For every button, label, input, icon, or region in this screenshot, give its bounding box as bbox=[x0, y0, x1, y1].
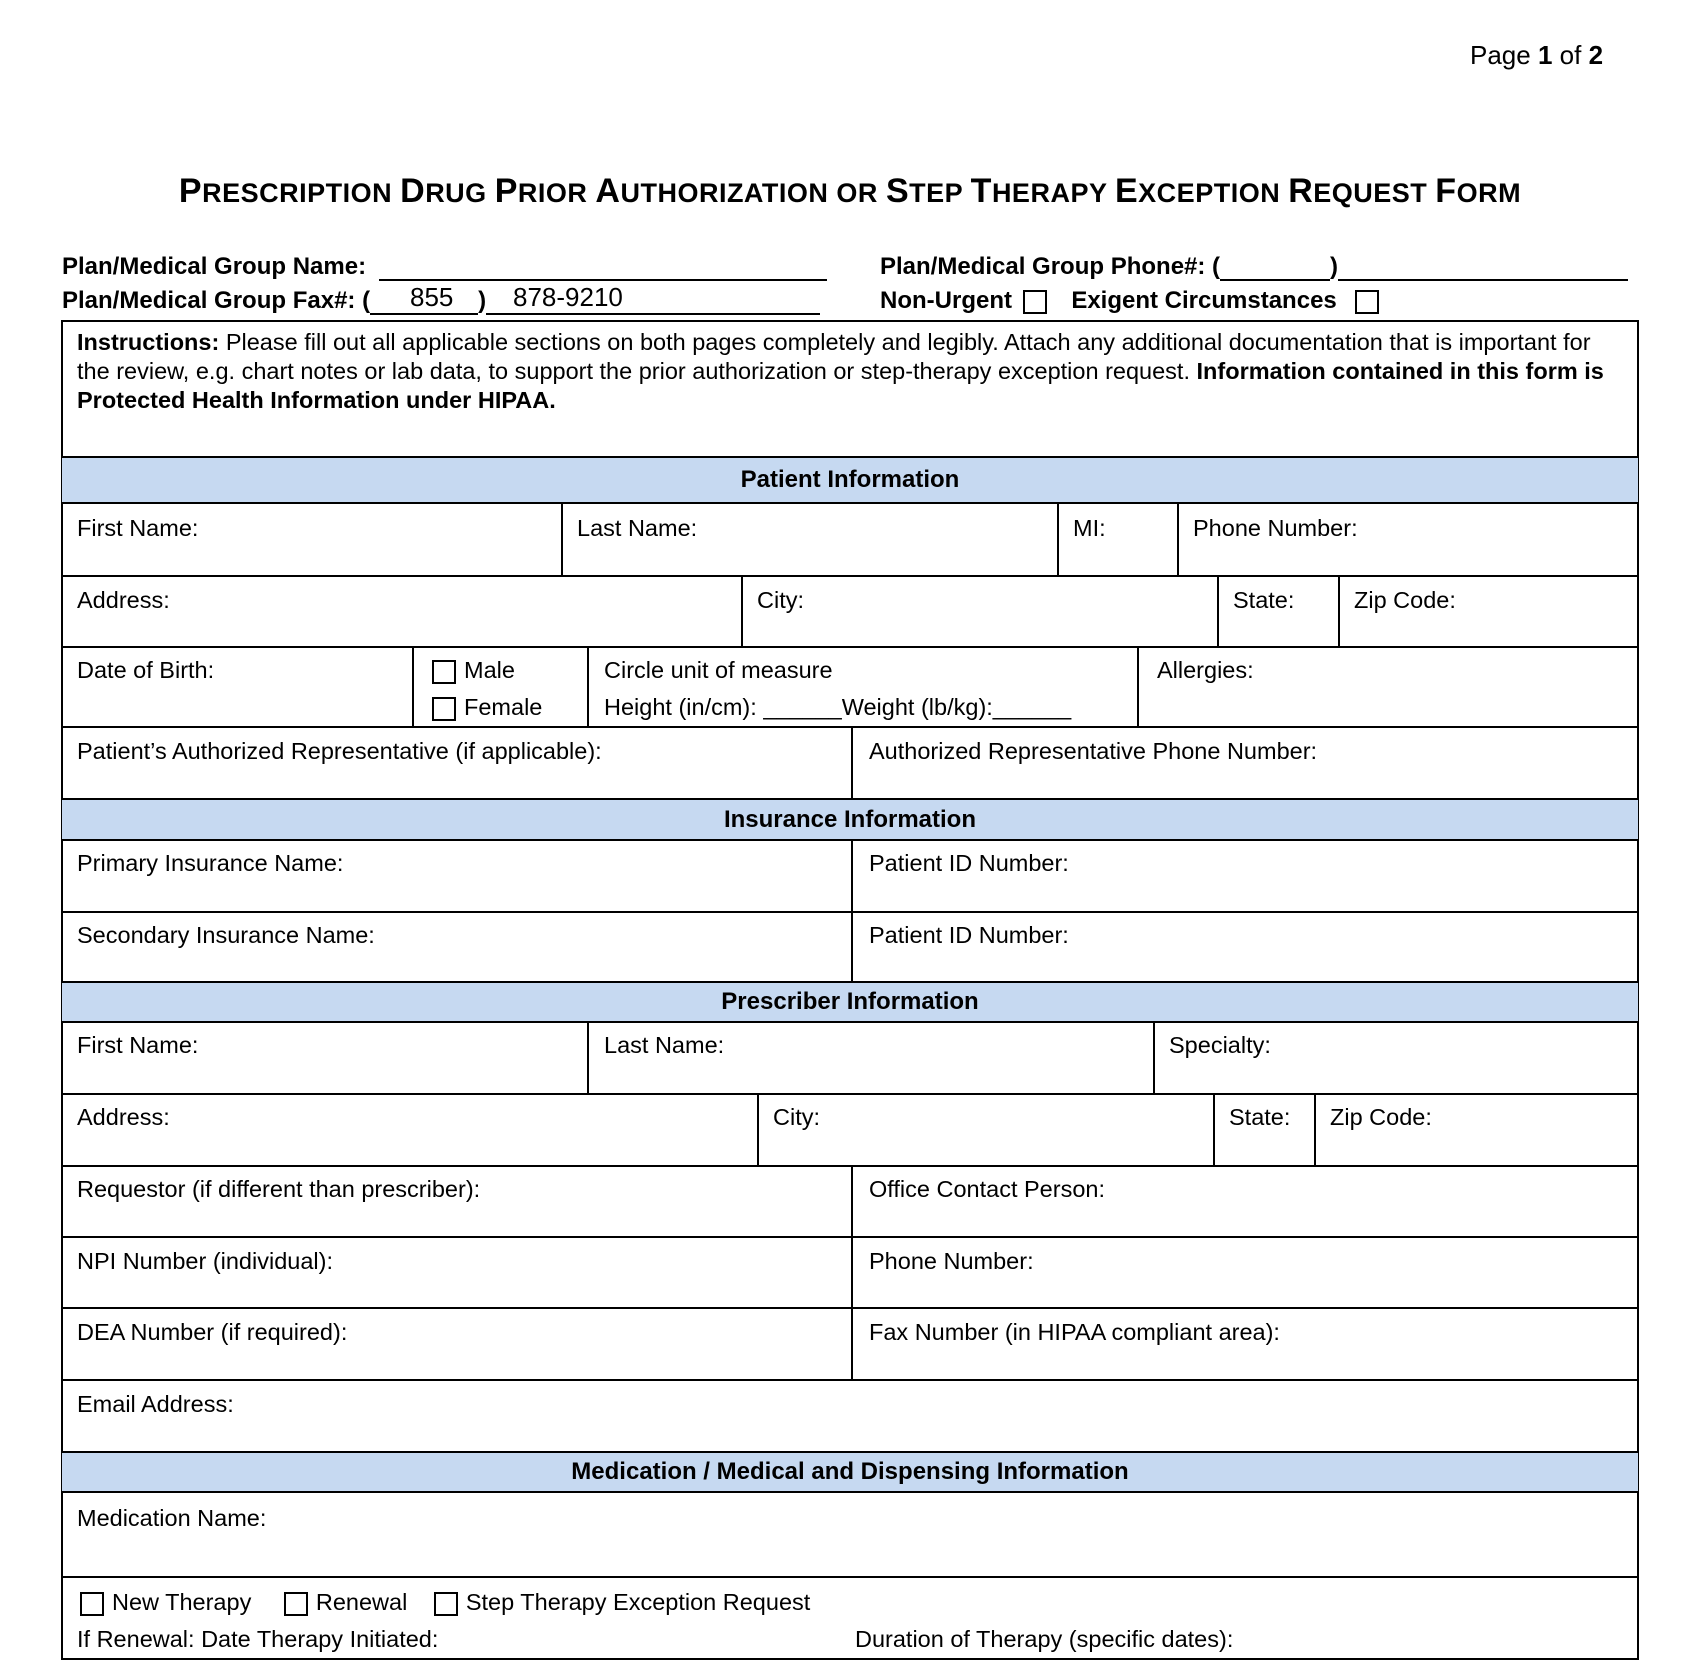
renewal-date-field[interactable]: If Renewal: Date Therapy Initiated: bbox=[77, 1626, 439, 1652]
page-prefix: Page bbox=[1470, 40, 1538, 70]
group-phone-row bbox=[880, 253, 1628, 281]
non-urgent-label: Non-Urgent bbox=[880, 287, 1012, 314]
primary-patient-id-field[interactable]: Patient ID Number: bbox=[869, 850, 1069, 876]
patient-section-heading: Patient Information bbox=[62, 456, 1638, 504]
title-part: RUG bbox=[425, 178, 495, 208]
divider bbox=[62, 726, 1638, 728]
male-option[interactable] bbox=[432, 657, 515, 684]
title-part: T bbox=[970, 172, 992, 210]
title-part: P bbox=[494, 172, 518, 210]
patient-state-field[interactable]: State: bbox=[1233, 587, 1295, 613]
title-part: HERAPY bbox=[991, 178, 1115, 208]
divider bbox=[1153, 1023, 1155, 1093]
prescriber-phone-field[interactable]: Phone Number: bbox=[869, 1248, 1034, 1274]
title-part: ORM bbox=[1456, 178, 1522, 208]
step-therapy-checkbox[interactable] bbox=[434, 1592, 458, 1616]
group-phone-label: Plan/Medical Group Phone#: ( bbox=[880, 253, 1221, 280]
prescriber-specialty-field[interactable]: Specialty: bbox=[1169, 1032, 1271, 1058]
group-phone-paren: ) bbox=[1330, 253, 1339, 280]
step-therapy-label: Step Therapy Exception Request bbox=[465, 1589, 811, 1615]
prescriber-first-name-field[interactable]: First Name: bbox=[77, 1032, 199, 1058]
form-title bbox=[0, 172, 1700, 211]
title-part: EQUEST bbox=[1313, 178, 1436, 208]
office-contact-field[interactable]: Office Contact Person: bbox=[869, 1176, 1105, 1202]
insurance-section-heading: Insurance Information bbox=[62, 798, 1638, 841]
prescriber-address-field[interactable]: Address: bbox=[77, 1104, 170, 1130]
height-weight-field[interactable]: Height (in/cm): ______Weight (lb/kg):______ bbox=[604, 694, 1072, 720]
unit-of-measure-note: Circle unit of measure bbox=[604, 657, 833, 683]
group-fax-paren: ) bbox=[478, 287, 487, 314]
patient-zip-field[interactable]: Zip Code: bbox=[1354, 587, 1456, 613]
prescriber-email-field[interactable]: Email Address: bbox=[77, 1391, 234, 1417]
group-name-row bbox=[62, 253, 827, 281]
title-part: A bbox=[595, 172, 621, 210]
group-name-field[interactable] bbox=[379, 255, 827, 281]
divider bbox=[1314, 1093, 1316, 1165]
title-part: UTHORIZATION OR bbox=[620, 178, 886, 208]
divider bbox=[62, 575, 1638, 577]
patient-address-field[interactable]: Address: bbox=[77, 587, 170, 613]
title-part: S bbox=[885, 172, 910, 210]
title-part: P bbox=[178, 172, 203, 210]
exigent-checkbox[interactable] bbox=[1355, 290, 1379, 314]
patient-first-name-field[interactable]: First Name: bbox=[77, 515, 199, 541]
patient-last-name-field[interactable]: Last Name: bbox=[577, 515, 698, 541]
prescriber-city-field[interactable]: City: bbox=[773, 1104, 820, 1130]
divider bbox=[851, 1165, 853, 1379]
authorized-representative-phone-field[interactable]: Authorized Representative Phone Number: bbox=[869, 738, 1318, 764]
divider bbox=[62, 646, 1638, 648]
therapy-duration-field[interactable]: Duration of Therapy (specific dates): bbox=[855, 1626, 1234, 1652]
renewal-checkbox[interactable] bbox=[284, 1592, 308, 1616]
divider bbox=[1057, 504, 1059, 575]
divider bbox=[412, 646, 414, 726]
title-part: D bbox=[400, 172, 426, 210]
primary-insurance-field[interactable]: Primary Insurance Name: bbox=[77, 850, 344, 876]
exigent-label: Exigent Circumstances bbox=[1071, 287, 1337, 314]
secondary-insurance-field[interactable]: Secondary Insurance Name: bbox=[77, 922, 375, 948]
title-part: E bbox=[1114, 172, 1139, 210]
title-part: RIOR bbox=[517, 178, 596, 208]
prescriber-fax-field[interactable]: Fax Number (in HIPAA compliant area): bbox=[869, 1319, 1280, 1345]
page-current: 1 bbox=[1537, 40, 1553, 70]
male-checkbox[interactable] bbox=[432, 660, 456, 684]
divider bbox=[1137, 646, 1139, 726]
patient-mi-field[interactable]: MI: bbox=[1073, 515, 1106, 541]
divider bbox=[851, 726, 853, 798]
page-of: of bbox=[1552, 40, 1589, 70]
group-phone-field[interactable] bbox=[1338, 255, 1628, 281]
prescriber-last-name-field[interactable]: Last Name: bbox=[604, 1032, 725, 1058]
prescriber-zip-field[interactable]: Zip Code: bbox=[1330, 1104, 1432, 1130]
patient-dob-field[interactable]: Date of Birth: bbox=[77, 657, 215, 683]
female-option[interactable] bbox=[432, 694, 542, 721]
group-name-label: Plan/Medical Group Name: bbox=[62, 253, 367, 280]
renewal-label: Renewal bbox=[315, 1589, 408, 1615]
divider bbox=[587, 1023, 589, 1093]
divider bbox=[62, 1379, 1638, 1381]
prescriber-state-field[interactable]: State: bbox=[1229, 1104, 1291, 1130]
divider bbox=[851, 841, 853, 982]
title-part: R bbox=[1288, 172, 1314, 210]
divider bbox=[62, 1165, 1638, 1167]
divider bbox=[757, 1093, 759, 1165]
divider bbox=[62, 911, 1638, 913]
title-part: RESCRIPTION bbox=[202, 178, 401, 208]
page-total: 2 bbox=[1588, 40, 1604, 70]
divider bbox=[1177, 504, 1179, 575]
npi-number-field[interactable]: NPI Number (individual): bbox=[77, 1248, 333, 1274]
female-checkbox[interactable] bbox=[432, 697, 456, 721]
divider bbox=[1338, 575, 1340, 646]
instructions bbox=[77, 328, 1625, 415]
non-urgent-checkbox[interactable] bbox=[1023, 290, 1047, 314]
allergies-field[interactable]: Allergies: bbox=[1157, 657, 1254, 683]
new-therapy-checkbox[interactable] bbox=[80, 1592, 104, 1616]
page-indicator bbox=[1470, 40, 1603, 71]
medication-section-heading: Medication / Medical and Dispensing Information bbox=[62, 1451, 1638, 1493]
divider bbox=[1213, 1093, 1215, 1165]
patient-city-field[interactable]: City: bbox=[757, 587, 804, 613]
divider bbox=[62, 1093, 1638, 1095]
group-phone-area-field[interactable] bbox=[1220, 255, 1330, 281]
instructions-text: Please fill out all applicable sections on both pages completely and legibly. Attach any additional documentation that is important for the review, e.g. chart notes or lab data, to support the prior authorization or step-therapy exception request. bbox=[77, 329, 1591, 384]
title-part: F bbox=[1435, 172, 1457, 210]
divider bbox=[62, 1576, 1638, 1578]
female-label: Female bbox=[464, 694, 543, 720]
fax-area-code-value: 855 bbox=[410, 282, 454, 312]
prescriber-section-heading: Prescriber Information bbox=[62, 981, 1638, 1023]
divider bbox=[1217, 575, 1219, 646]
group-fax-label: Plan/Medical Group Fax#: ( bbox=[62, 287, 371, 314]
medication-name-field[interactable]: Medication Name: bbox=[77, 1505, 267, 1531]
divider bbox=[62, 1307, 1638, 1309]
dea-number-field[interactable]: DEA Number (if required): bbox=[77, 1319, 348, 1345]
title-part: XCEPTION bbox=[1138, 178, 1289, 208]
fax-number-value: 878-9210 bbox=[513, 282, 623, 312]
male-label: Male bbox=[464, 657, 515, 683]
divider bbox=[62, 1236, 1638, 1238]
divider bbox=[561, 504, 563, 575]
urgency-row bbox=[880, 287, 1379, 315]
requestor-field[interactable]: Requestor (if different than prescriber): bbox=[77, 1176, 481, 1202]
new-therapy-label: New Therapy bbox=[112, 1589, 252, 1615]
title-part: TEP bbox=[909, 178, 971, 208]
divider bbox=[741, 575, 743, 646]
authorized-representative-field[interactable]: Patient’s Authorized Representative (if applicable): bbox=[77, 738, 602, 764]
divider bbox=[587, 646, 589, 726]
therapy-type-row bbox=[80, 1589, 810, 1616]
patient-phone-field[interactable]: Phone Number: bbox=[1193, 515, 1358, 541]
secondary-patient-id-field[interactable]: Patient ID Number: bbox=[869, 922, 1069, 948]
instructions-hipaa-notice: Information contained in this form is Protected Health Information under HIPAA. bbox=[77, 358, 1604, 413]
instructions-lead: Instructions: bbox=[77, 329, 220, 355]
